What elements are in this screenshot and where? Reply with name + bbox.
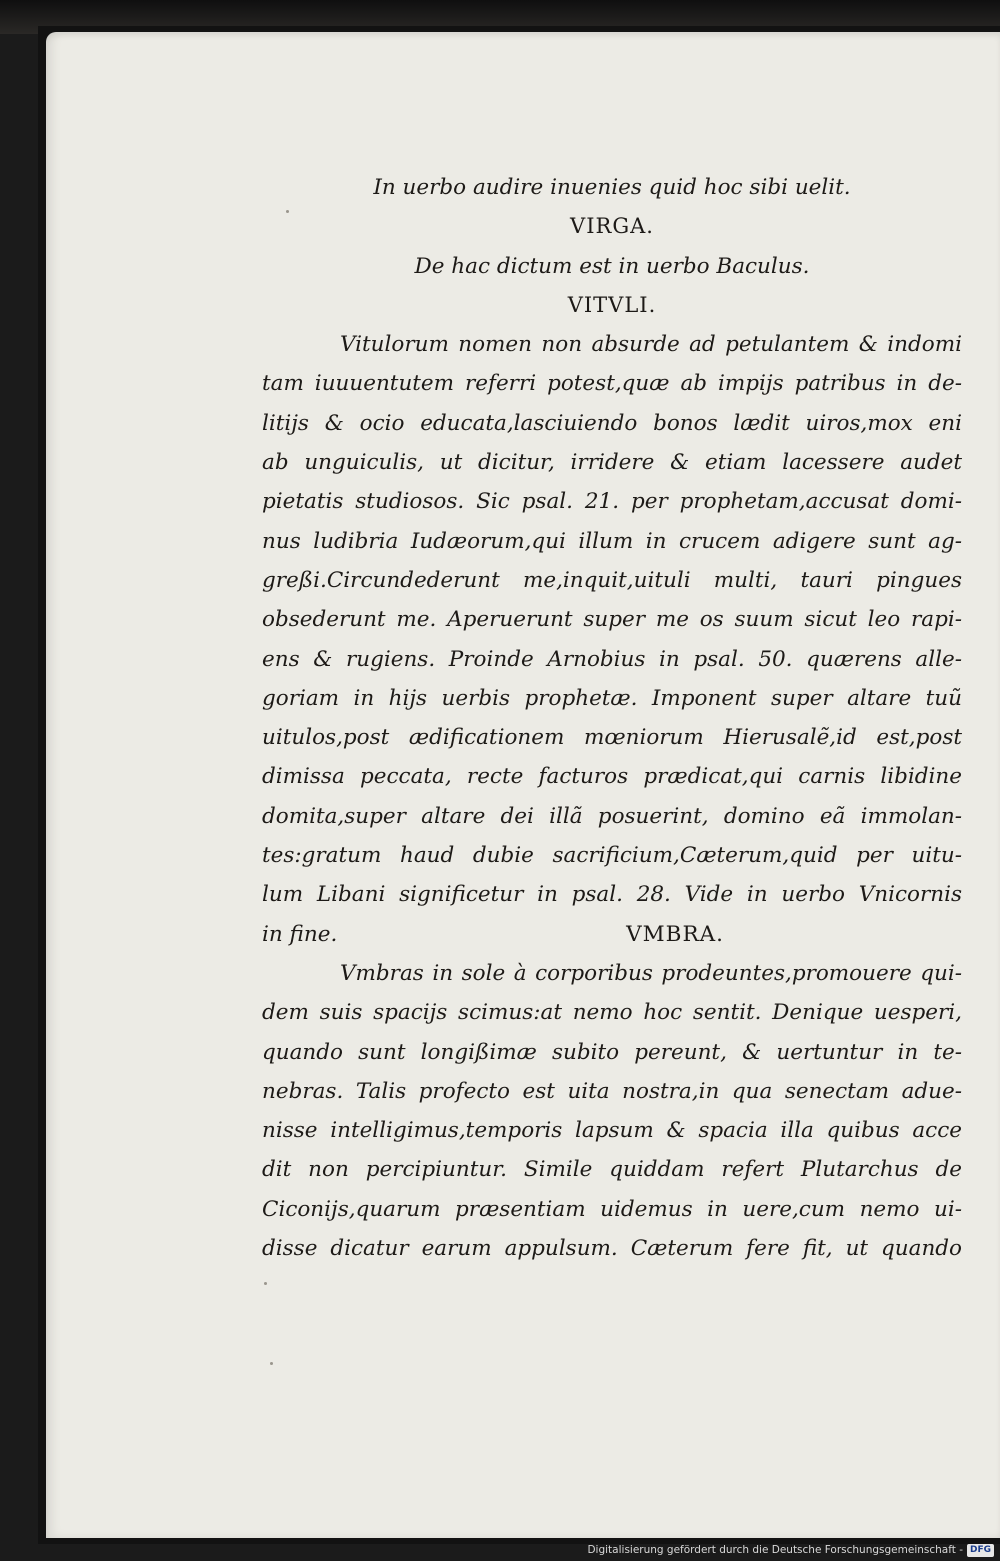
text-line: In uerbo audire inuenies quid hoc sibi uelit. (373, 175, 851, 200)
text-line: Vmbras in sole à corporibus prodeuntes,promouere qui- (340, 960, 962, 986)
text-line: greßi.Circundederunt me,inquit,uituli multi, tauri pingues (262, 567, 962, 593)
text-line: litijs & ocio educata,lasciuiendo bonos lædit uiros,mox eni (262, 410, 962, 436)
text-line: ens & rugiens. Proinde Arnobius in psal. 50. quærens alle- (262, 646, 962, 672)
text-line: ab unguiculis, ut dicitur, irridere & etiam lacessere audet (262, 450, 962, 476)
section-heading: VITVLI. (567, 292, 657, 317)
section-heading: VIRGA. (570, 214, 654, 239)
text-line: tes:gratum haud dubie sacrificium,Cæterum,quid per uitu- (262, 843, 962, 869)
text-line: Vitulorum nomen non absurde ad petulantem & indomi (340, 332, 962, 358)
text-line (262, 915, 962, 954)
text-line: goriam in hijs uerbis prophetæ. Imponent super altare tuũ (262, 685, 962, 711)
text-line: De hac dictum est in uerbo Baculus. (414, 253, 810, 279)
text-line: domita,super altare dei illã posuerint, domino eã immolan- (262, 803, 962, 829)
text-line: lum Libani significetur in psal. 28. Vide in uerbo Vnicornis (262, 882, 962, 908)
footer-credit-text: Digitalisierung gefördert durch die Deutsche Forschungsgemeinschaft - (587, 1544, 963, 1556)
page-text (262, 168, 972, 1268)
text-line: nebras. Talis profecto est uita nostra,in qua senectam adue- (262, 1078, 962, 1104)
text-line: quando sunt longißimæ subito pereunt, & uertuntur in te- (262, 1039, 962, 1065)
text-line: dem suis spacijs scimus:at nemo hoc sentit. Denique uesperi, (262, 1000, 962, 1026)
paper-speck (264, 1282, 267, 1285)
footer-credit (587, 1541, 994, 1559)
text-line: nus ludibria Iudæorum,qui illum in crucem adigere sunt ag- (262, 528, 962, 554)
text-line: obsederunt me. Aperuerunt super me os suum sicut leo rapi- (262, 607, 962, 633)
paper-speck (270, 1362, 273, 1365)
text-line: nisse intelligimus,temporis lapsum & spacia illa quibus acce (262, 1118, 962, 1144)
section-heading: VMBRA. (626, 921, 724, 947)
text-line: Ciconijs,quarum præsentiam uidemus in uere,cum nemo ui- (262, 1196, 962, 1222)
text-line: pietatis studiosos. Sic psal. 21. per prophetam,accusat domi- (262, 489, 962, 515)
text-line: uitulos,post ædificationem mœniorum Hierusalẽ,id est,post (262, 725, 962, 751)
dfg-logo: DFG (967, 1544, 994, 1557)
text-line: disse dicatur earum appulsum. Cæterum fere fit, ut quando (262, 1236, 962, 1262)
text-line: dimissa peccata, recte facturos prædicat,qui carnis libidine (262, 764, 962, 790)
text-line: dit non percipiuntur. Simile quiddam refert Plutarchus de (262, 1157, 962, 1183)
text-line-left: in fine. (262, 921, 338, 947)
text-line: tam iuuuentutem referri potest,quæ ab impijs patribus in de- (262, 371, 962, 397)
